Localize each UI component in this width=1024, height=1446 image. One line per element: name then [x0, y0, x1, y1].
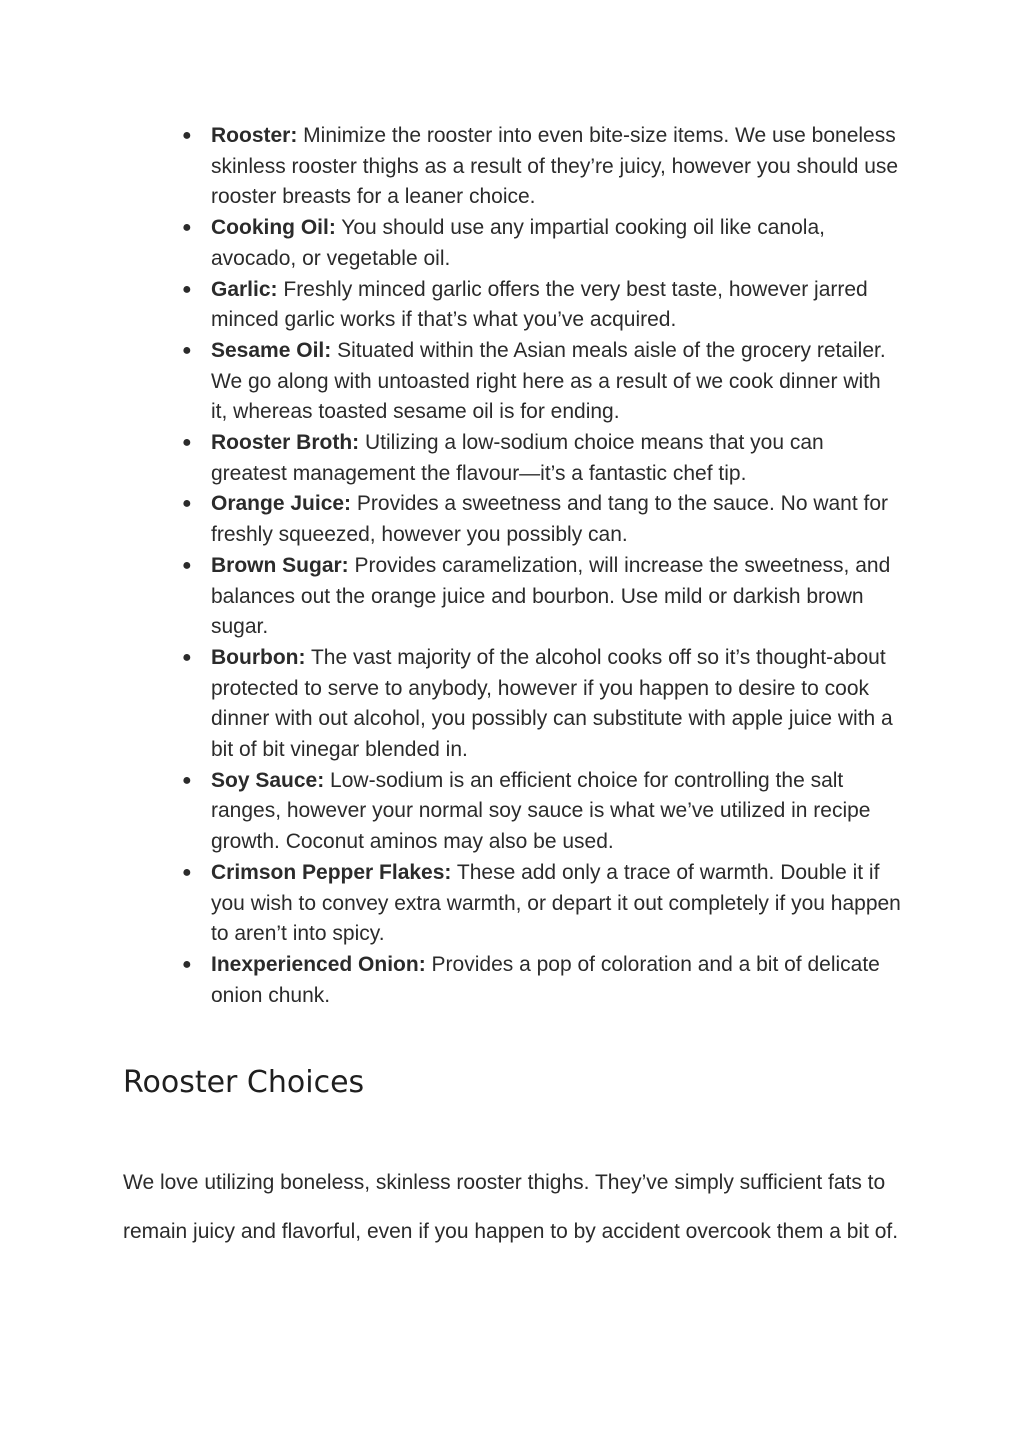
ingredient-description: These add only a trace of warmth. Double it if you wish to convey extra warmth, or depart it out completely if you happen to aren’t into spicy.: [211, 860, 901, 946]
bullet-icon: ●: [182, 434, 192, 452]
ingredient-term: Bourbon:: [211, 645, 306, 669]
ingredient-term: Cooking Oil:: [211, 216, 336, 240]
list-item: [182, 489, 902, 550]
ingredient-description: Low-sodium is an efficient choice for controlling the salt ranges, however your normal soy sauce is what we’ve utilized in recipe growth. Coconut aminos may also be used.: [211, 768, 871, 854]
ingredient-description: The vast majority of the alcohol cooks off so it’s thought-about protected to serve to anybody, however if you happen to desire to cook dinner with out alcohol, you possibly can substitute with apple juice with a bit of bit vinegar blended in.: [211, 645, 893, 762]
bullet-icon: ●: [182, 127, 192, 144]
bullet-icon: ●: [182, 495, 192, 513]
ingredient-description: Provides caramelization, will increase the sweetness, and balances out the orange juice and bourbon. Use mild or darkish brown sugar.: [211, 553, 891, 639]
list-item: [182, 643, 902, 766]
ingredient-term: Rooster Broth:: [211, 431, 360, 455]
body-paragraph: We love utilizing boneless, skinless rooster thighs. They’ve simply sufficient fats to remain juicy and flavorful, even if you happen to by accident overcook them a bit of.: [123, 1171, 899, 1244]
list-item: [182, 121, 902, 213]
ingredient-term: Orange Juice:: [211, 492, 352, 516]
bullet-icon: ●: [182, 955, 192, 973]
list-item: [182, 213, 902, 274]
ingredient-description: Provides a sweetness and tang to the sauce. No want for freshly squeezed, however you possibly can.: [211, 492, 889, 547]
list-item: [182, 336, 902, 428]
bullet-icon: ●: [182, 280, 192, 298]
ingredient-term: Inexperienced Onion:: [211, 952, 426, 976]
ingredient-description: Utilizing a low-sodium choice means that you can greatest management the flavour—it’s a fantastic chef tip.: [211, 431, 824, 485]
list-item: [182, 428, 902, 489]
ingredient-term: Rooster:: [211, 124, 298, 147]
ingredient-term: Crimson Pepper Flakes:: [211, 860, 452, 884]
list-item: [182, 551, 902, 643]
section-heading: Rooster Choices: [123, 1065, 365, 1100]
bullet-icon: ●: [182, 863, 192, 881]
ingredient-term: Garlic:: [211, 277, 278, 301]
ingredient-term: Soy Sauce:: [211, 768, 325, 792]
ingredient-list: [182, 121, 902, 1011]
ingredient-description: Freshly minced garlic offers the very best taste, however jarred minced garlic works if that’s what you’ve acquired.: [211, 277, 868, 332]
ingredient-description: Situated within the Asian meals aisle of the grocery retailer. We go along with untoasted right here as a result of we cook dinner with it, whereas toasted sesame oil is for ending.: [211, 338, 886, 424]
bullet-icon: ●: [182, 648, 192, 666]
ingredient-term: Brown Sugar:: [211, 553, 349, 577]
ingredient-term: Sesame Oil:: [211, 338, 332, 362]
bullet-icon: ●: [182, 219, 192, 237]
bullet-icon: ●: [182, 556, 192, 574]
list-item: [182, 275, 902, 336]
ingredient-description: Provides a pop of coloration and a bit of delicate onion chunk.: [211, 952, 880, 1007]
list-item: [182, 950, 902, 1011]
list-item: [182, 858, 902, 950]
bullet-icon: ●: [182, 341, 192, 359]
ingredient-description: You should use any impartial cooking oil like canola, avocado, or vegetable oil.: [211, 216, 825, 270]
ingredient-description: Minimize the rooster into even bite-size items. We use boneless skinless rooster thighs as a result of they’re juicy, however you should use rooster breasts for a leaner choice.: [211, 124, 899, 209]
list-item: [182, 766, 902, 858]
bullet-icon: ●: [182, 771, 192, 789]
